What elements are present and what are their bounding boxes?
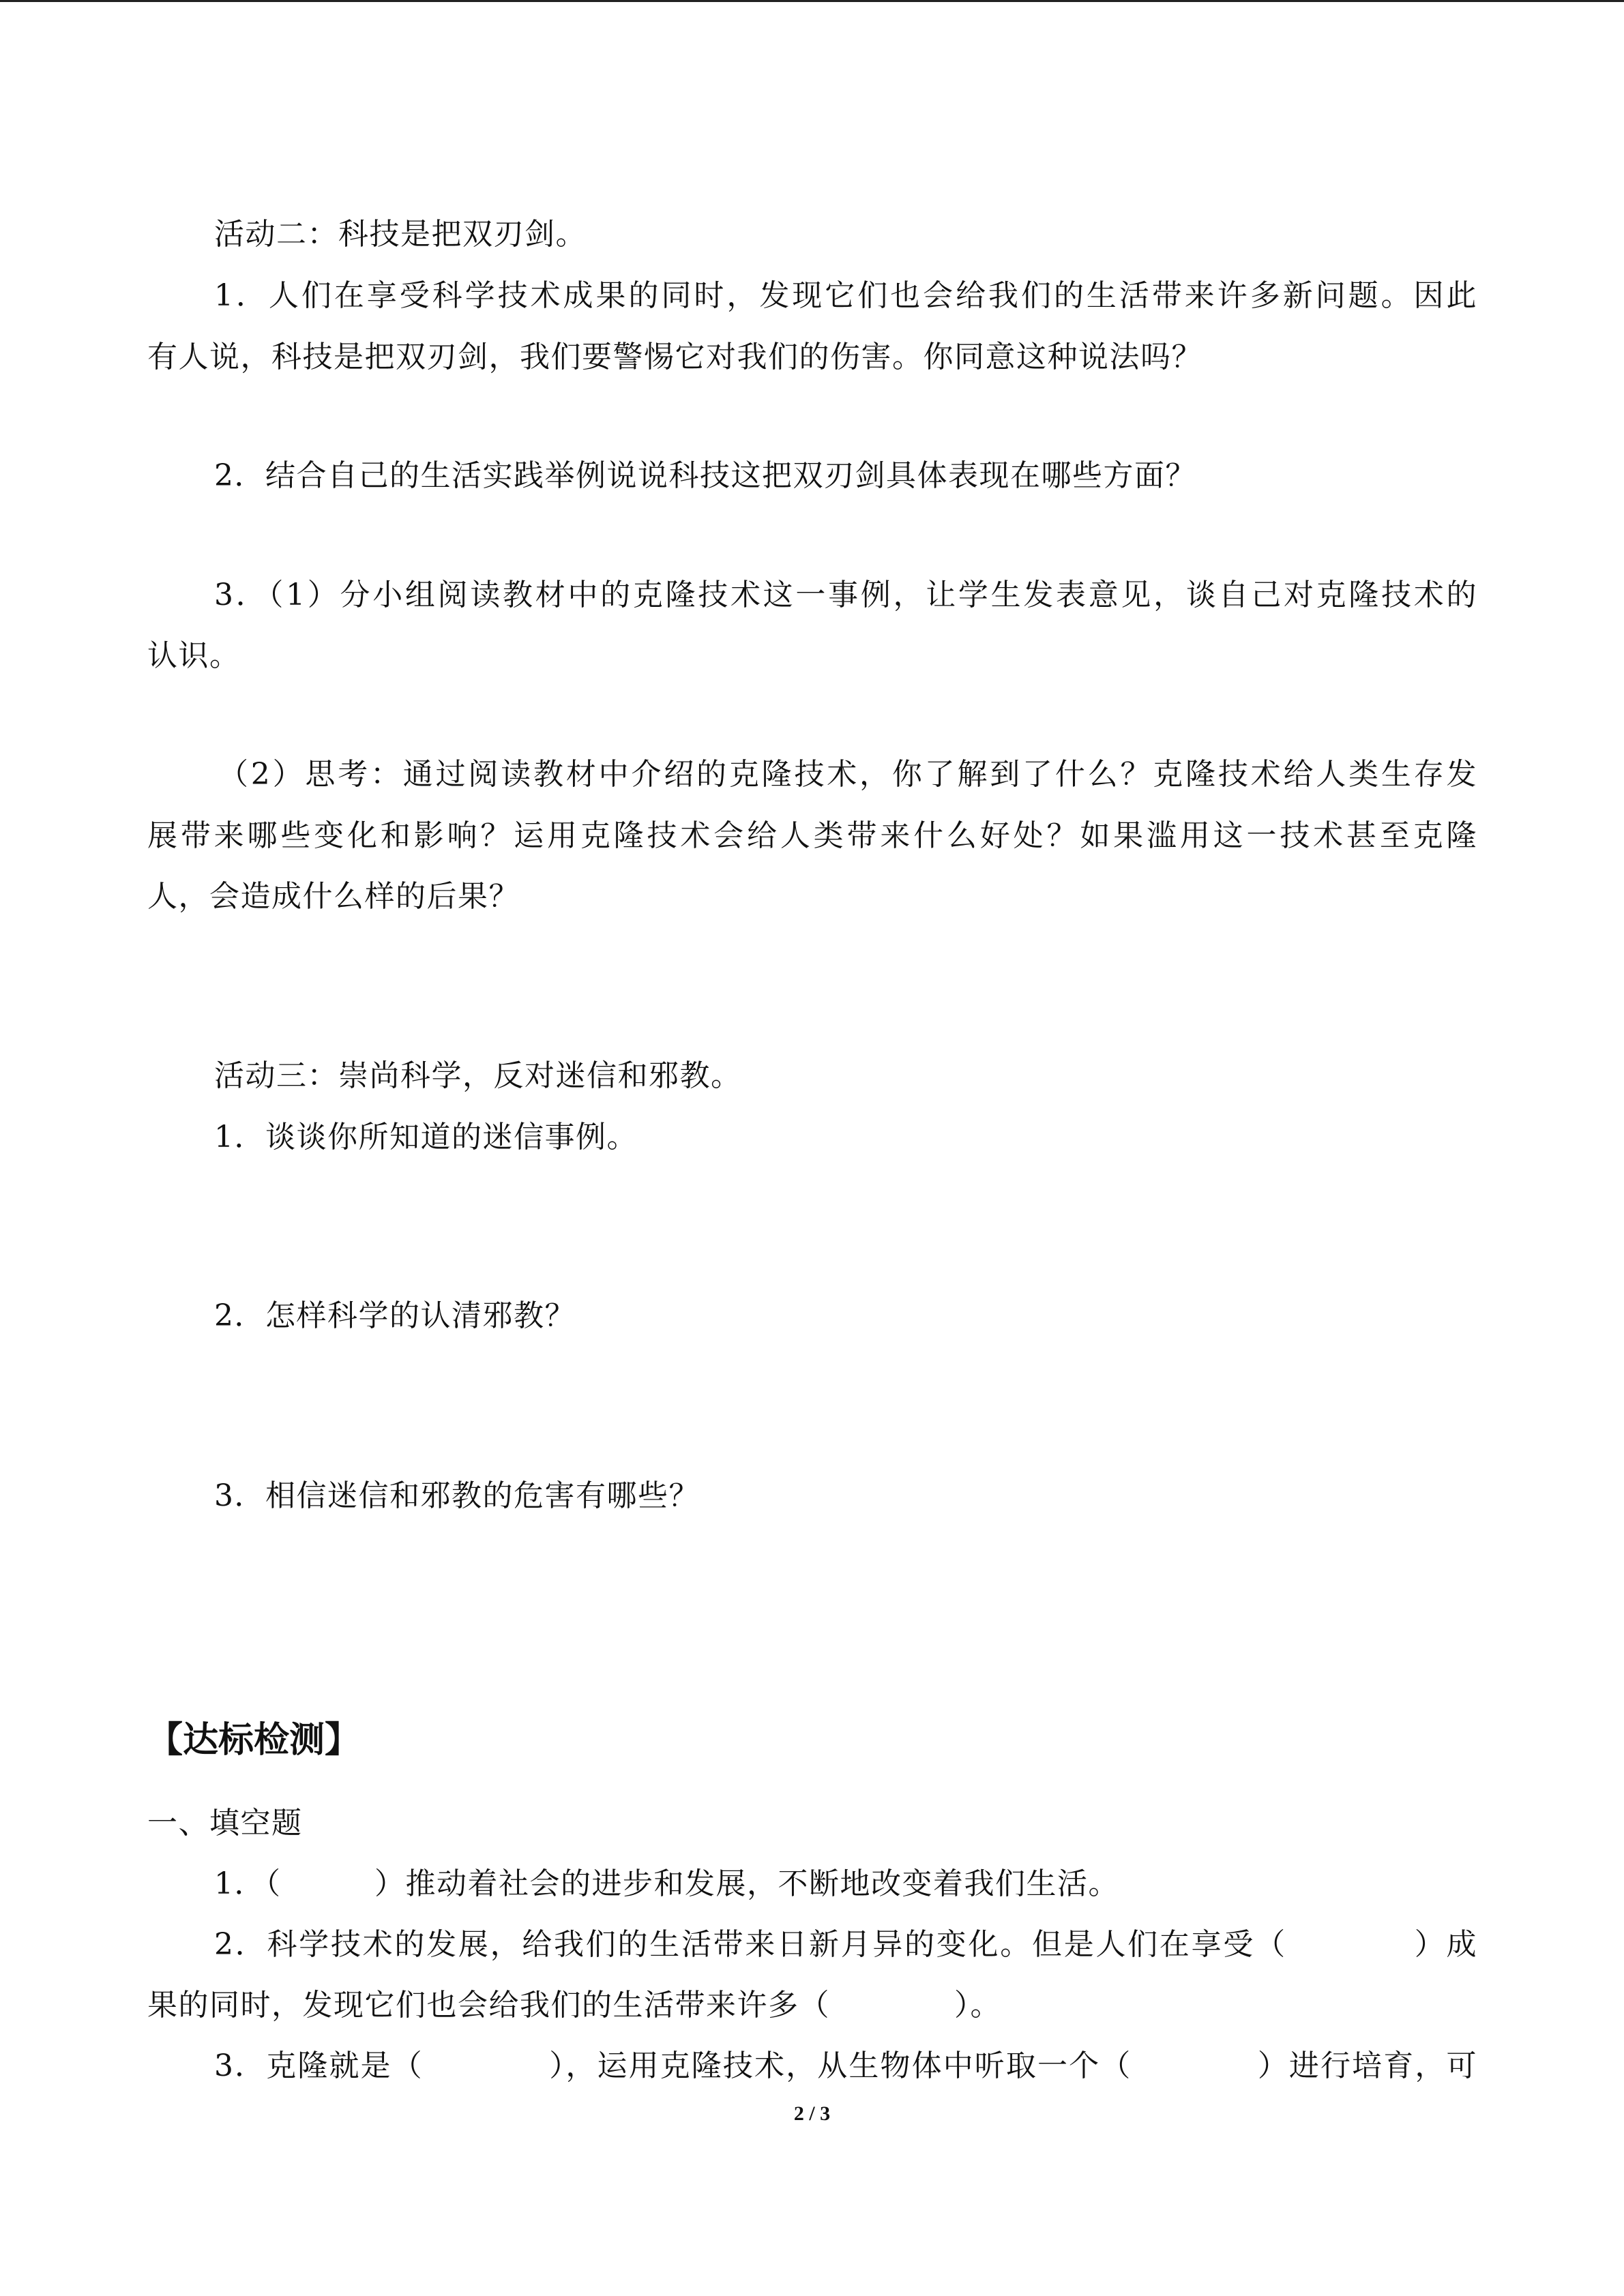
page-top-border [0,0,1624,2]
activity-3-question-2: 2．怎样科学的认清邪教？ [214,1298,576,1333]
fill-in-item-2-line-2: 果的同时，发现它们也会给我们的生活带来许多（ ）。 [147,1988,1001,2023]
activity-2-question-3b-line-3: 人，会造成什么样的后果？ [147,879,520,914]
activity-2-question-2: 2．结合自己的生活实践举例说说科技这把双刃剑具体表现在哪些方面？ [214,458,1196,493]
page-number: 2 / 3 [793,2102,831,2125]
fill-in-section-title: 一、填空题 [147,1806,303,1840]
fill-in-item-1: 1．（ ）推动着社会的进步和发展，不断地改变着我们生活。 [214,1866,1119,1901]
fill-in-item-3-line-1: 3．克隆就是（ ），运用克隆技术，从生物体中听取一个（ ）进行培育，可 [214,2048,1477,2083]
activity-3-question-3: 3．相信迷信和邪教的危害有哪些？ [214,1478,700,1513]
activity-3-title: 活动三：崇尚科学，反对迷信和邪教。 [214,1058,742,1093]
activity-2-question-3-line-2: 认识。 [147,638,241,673]
activity-2-question-3-line-1: 3．（1）分小组阅读教材中的克隆技术这一事例，让学生发表意见，谈自己对克隆技术的 [214,578,1477,612]
activity-2-question-1-line-2: 有人说，科技是把双刃剑，我们要警惕它对我们的伤害。你同意这种说法吗？ [147,340,1202,374]
activity-2-question-1-line-1: 1．人们在享受科学技术成果的同时，发现它们也会给我们的生活带来许多新问题。因此 [214,278,1477,313]
activity-2-question-3b-line-2: 展带来哪些变化和影响？运用克隆技术会给人类带来什么好处？如果滥用这一技术甚至克隆 [147,818,1477,853]
assessment-heading: 【达标检测】 [147,1720,361,1761]
activity-2-title: 活动二：科技是把双刃剑。 [214,217,587,252]
fill-in-item-2-line-1: 2．科学技术的发展，给我们的生活带来日新月异的变化。但是人们在享受（ ）成 [214,1927,1477,1962]
activity-3-question-1: 1．谈谈你所知道的迷信事例。 [214,1120,638,1154]
activity-2-question-3b-line-1: （2）思考：通过阅读教材中介绍的克隆技术，你了解到了什么？克隆技术给人类生存发 [218,757,1477,792]
